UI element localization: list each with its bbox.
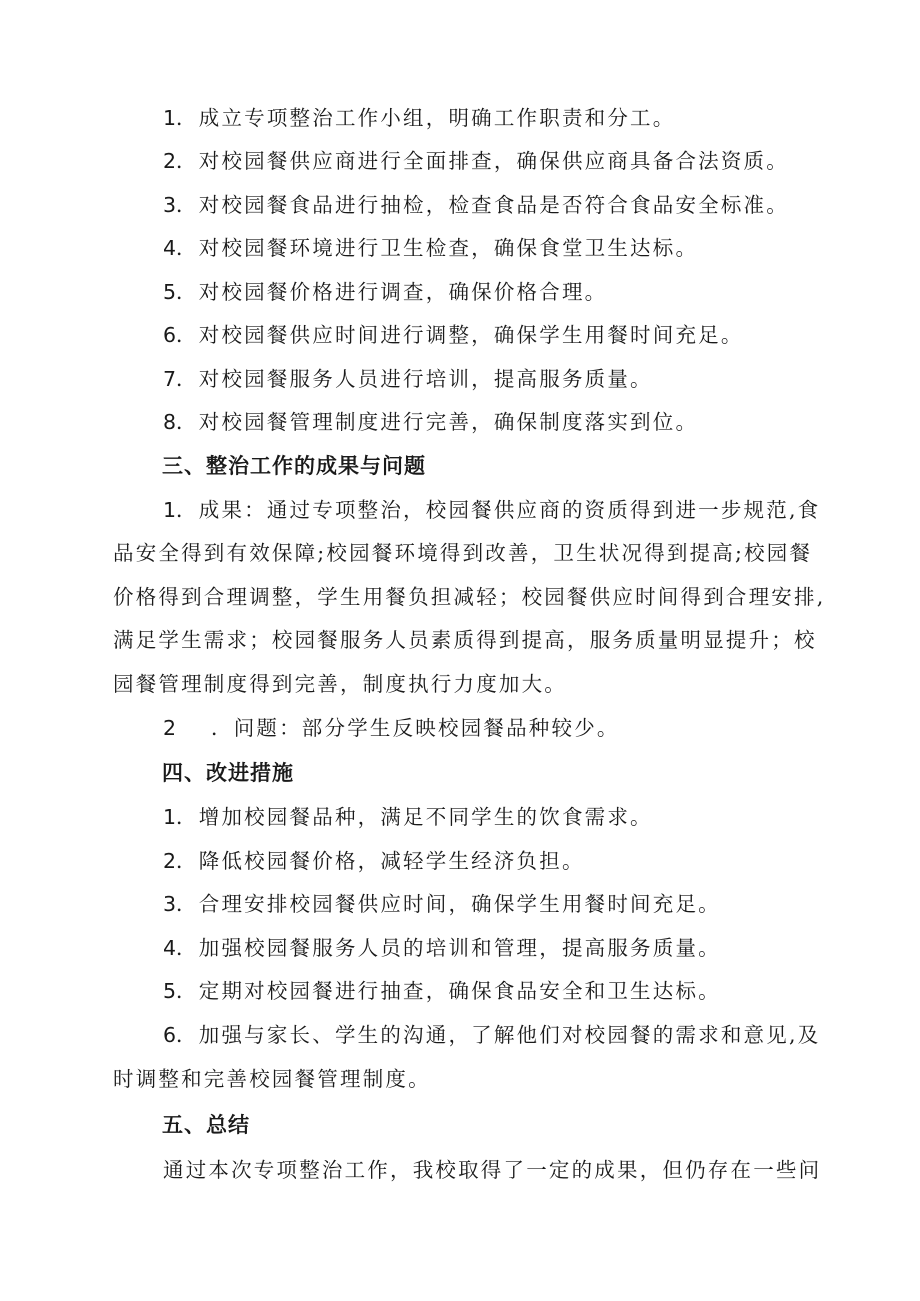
item-text: ．对校园餐供应时间进行调整，确保学生用餐时间充足。 (176, 323, 744, 347)
item-number: 8 (163, 410, 177, 434)
paragraph-line: 价格得到合理调整，学生用餐负担减轻；校园餐供应时间得到合理安排, (113, 585, 826, 609)
item-number: 3 (163, 892, 177, 916)
item-text: ．合理安排校园餐供应时间，确保学生用餐时间充足。 (176, 892, 721, 916)
list-item (0, 320, 920, 350)
paragraph-line: 时调整和完善校园餐管理制度。 (113, 1067, 431, 1091)
item-number: 4 (163, 236, 177, 260)
paragraph-line: 满足学生需求；校园餐服务人员素质得到提高，服务质量明显提升；校 (113, 628, 817, 652)
list-item (0, 190, 920, 220)
list-item (0, 933, 920, 963)
list-item (0, 846, 920, 876)
list-item (0, 146, 920, 176)
item-text: ．定期对校园餐进行抽查，确保食品安全和卫生达标。 (176, 979, 721, 1003)
item-text: ．对校园餐服务人员进行培训，提高服务质量。 (176, 367, 653, 391)
paragraph-line: 品安全得到有效保障;校园餐环境得到改善，卫生状况得到提高;校园餐 (113, 541, 813, 565)
item-number: 6 (163, 1023, 177, 1047)
list-item (0, 103, 920, 133)
item-text: ．对校园餐环境进行卫生检查，确保食堂卫生达标。 (176, 236, 699, 260)
item-number: 3 (163, 193, 177, 217)
item-text: ．加强与家长、学生的沟通，了解他们对校园餐的需求和意见,及 (176, 1023, 821, 1047)
item-number: 1 (163, 106, 177, 130)
section-heading: 五、总结 (162, 1113, 250, 1137)
item-number: 5 (163, 280, 177, 304)
paragraph-text: ．问题：部分学生反映校园餐品种较少。 (211, 716, 620, 740)
item-number: 5 (163, 979, 177, 1003)
item-number: 1 (163, 805, 177, 829)
item-number: 4 (163, 936, 177, 960)
item-text: ．对校园餐价格进行调查，确保价格合理。 (176, 280, 608, 304)
list-item (0, 364, 920, 394)
item-number: 7 (163, 367, 177, 391)
paragraph-line: 园餐管理制度得到完善，制度执行力度加大。 (113, 672, 567, 696)
item-text: ．对校园餐管理制度进行完善，确保制度落实到位。 (176, 410, 699, 434)
list-item (0, 277, 920, 307)
section-heading: 四、改进措施 (162, 761, 294, 785)
item-text: ．加强校园餐服务人员的培训和管理，提高服务质量。 (176, 936, 721, 960)
item-number: 1 (163, 498, 177, 522)
list-item (0, 407, 920, 437)
item-number: 2 (163, 149, 177, 173)
item-text: ．对校园餐供应商进行全面排查，确保供应商具备合法资质。 (176, 149, 789, 173)
paragraph-line (0, 495, 920, 525)
item-number: 2 (163, 716, 177, 740)
item-text: ．增加校园餐品种，满足不同学生的饮食需求。 (176, 805, 653, 829)
item-text: ．成立专项整治工作小组，明确工作职责和分工。 (176, 106, 676, 130)
item-number: 2 (163, 849, 177, 873)
paragraph-line: 通过本次专项整治工作，我校取得了一定的成果，但仍存在一些问 (163, 1158, 822, 1182)
list-item (0, 976, 920, 1006)
item-text: ．降低校园餐价格，减轻学生经济负担。 (176, 849, 585, 873)
list-item (0, 889, 920, 919)
item-text: ．对校园餐食品进行抽检，检查食品是否符合食品安全标准。 (176, 193, 789, 217)
item-number: 6 (163, 323, 177, 347)
list-item (0, 802, 920, 832)
section-heading: 三、整治工作的成果与问题 (162, 454, 426, 478)
paragraph-line (0, 713, 920, 743)
list-item (0, 1020, 920, 1050)
list-item (0, 233, 920, 263)
paragraph-text: ．成果：通过专项整治，校园餐供应商的资质得到进一步规范,食 (176, 498, 821, 522)
